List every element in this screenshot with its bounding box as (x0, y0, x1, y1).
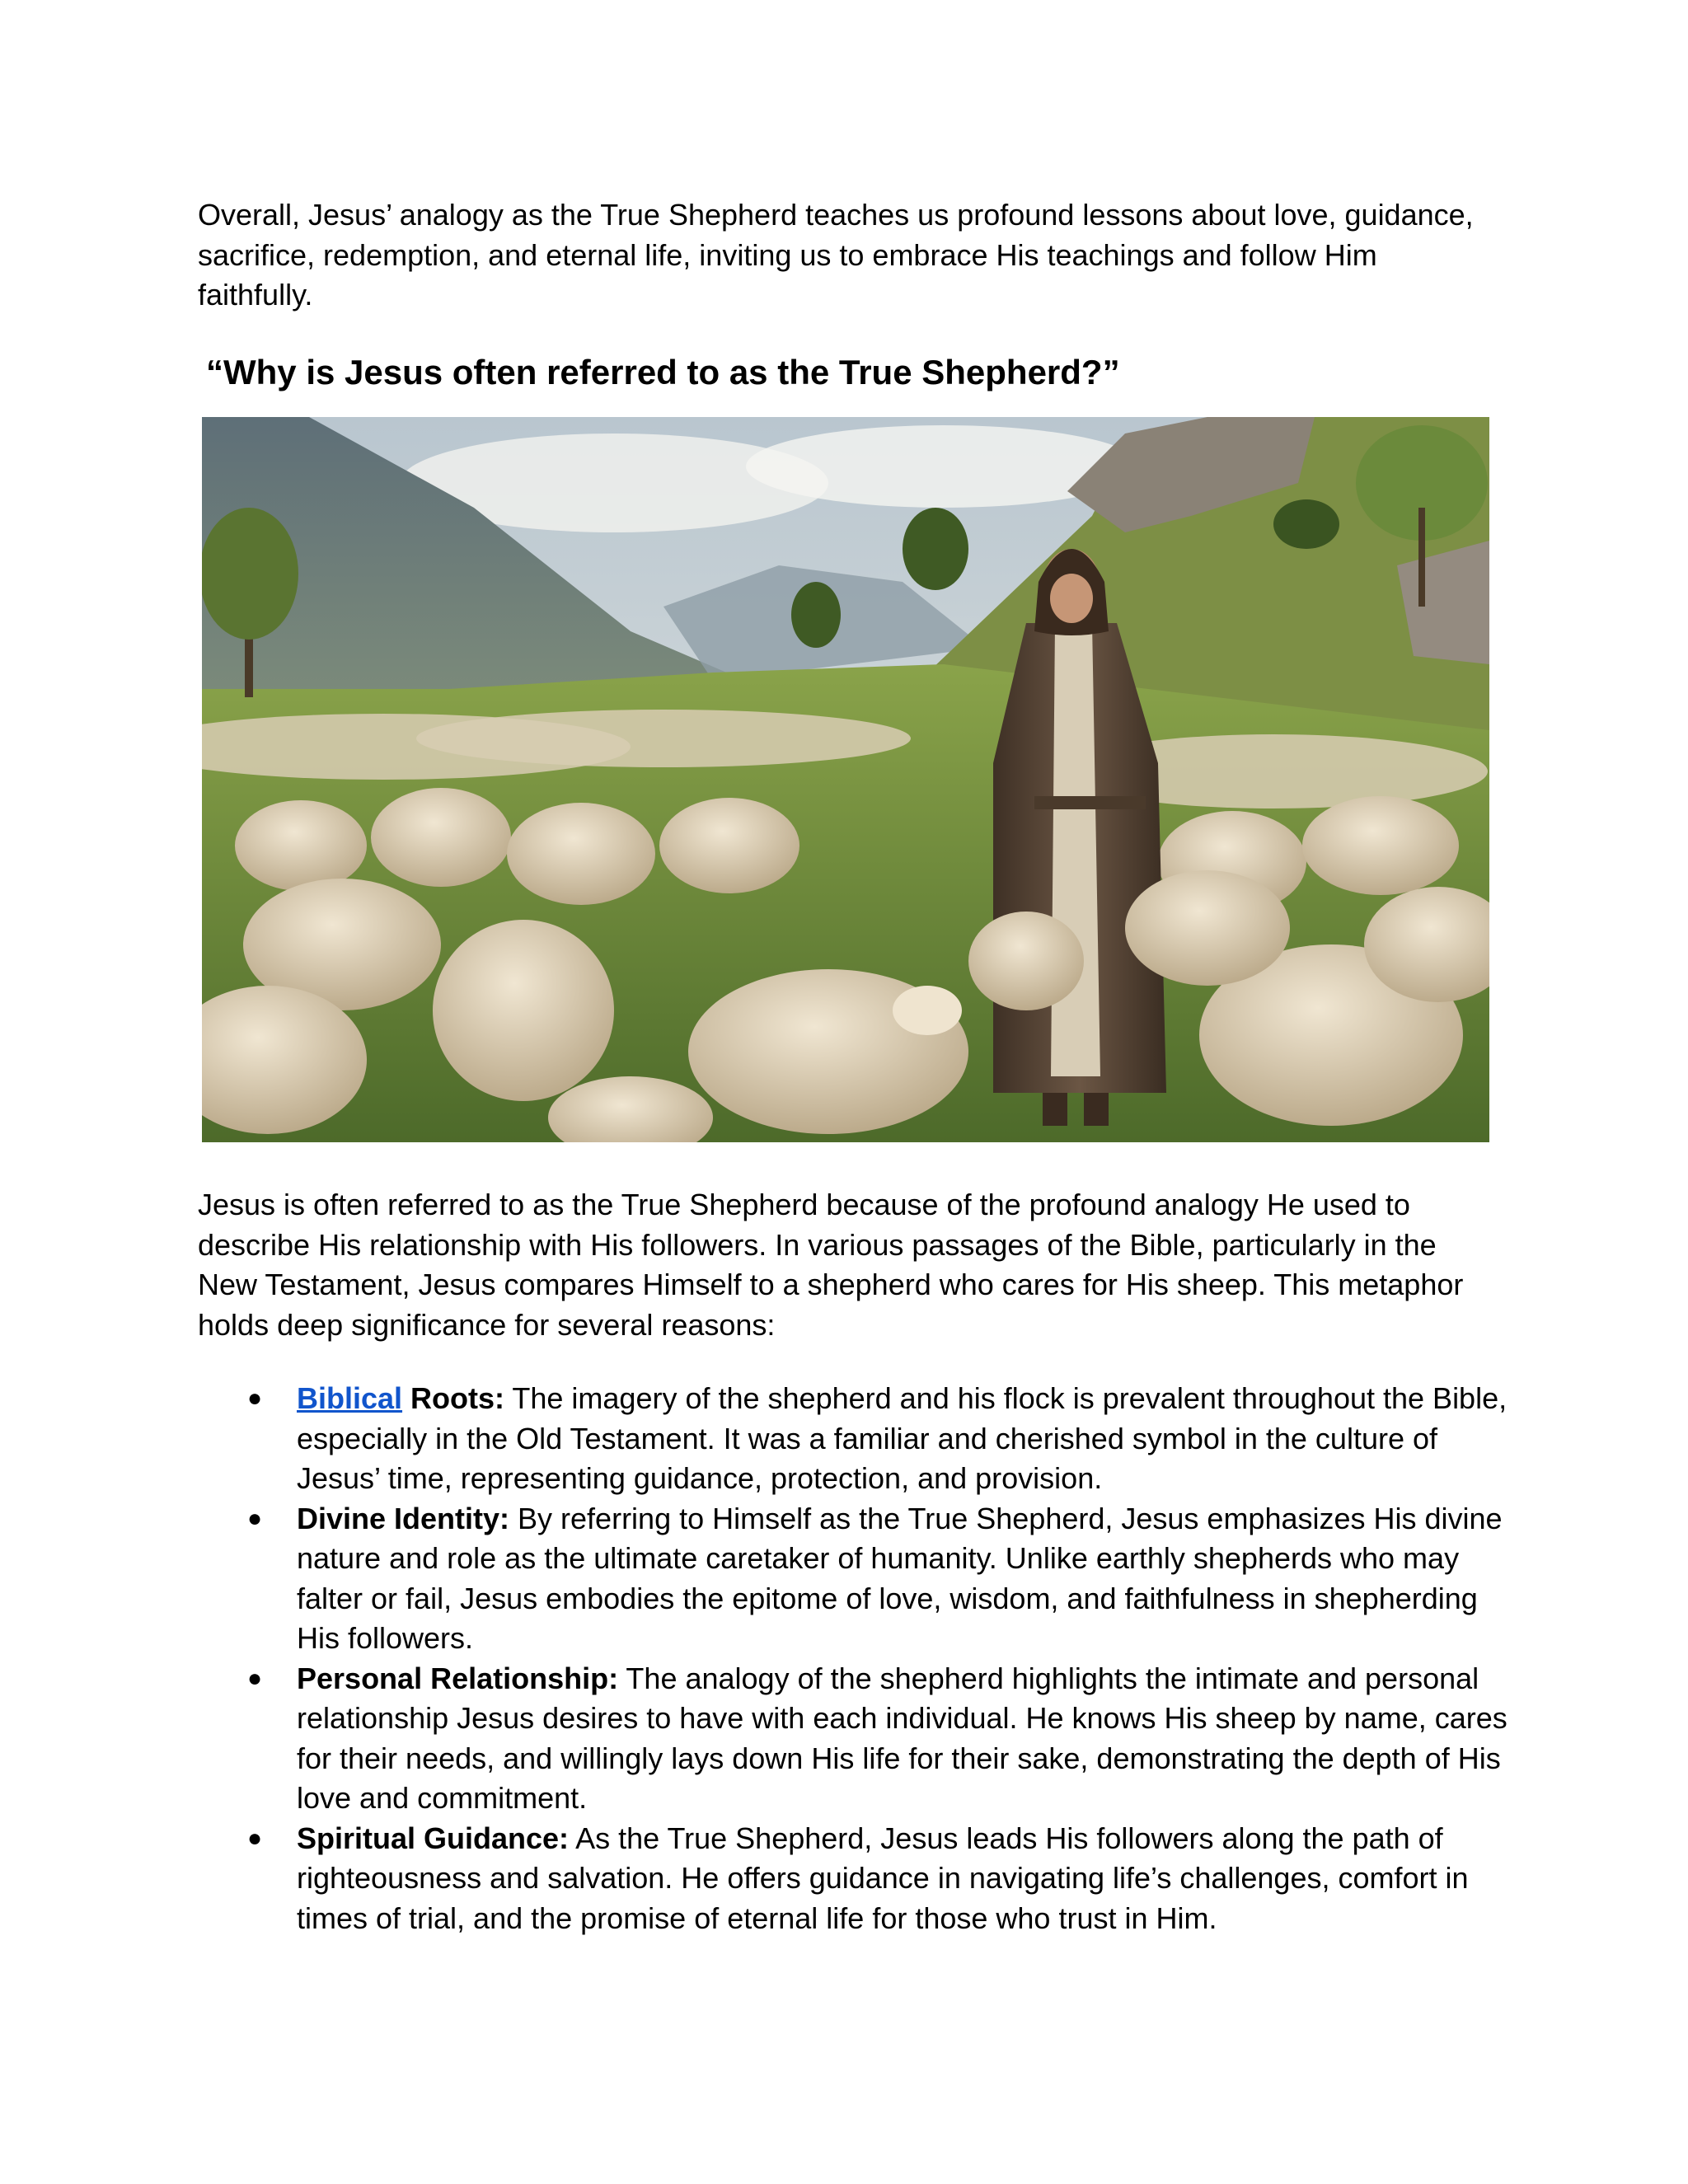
section-heading: “Why is Jesus often referred to as the True Shepherd?” (206, 353, 1120, 391)
bullet-title: Divine Identity: (297, 1501, 510, 1535)
bullet-icon: ● (247, 1385, 263, 1412)
bullet-text: The imagery of the shepherd and his flock is prevalent throughout the Bible, especially in the Old Testament. It was a familiar and cherished symbol in the culture of Jesus’ time, representing guidance, protection, and provision. (297, 1381, 1507, 1495)
bullet-title: Personal Relationship: (297, 1661, 619, 1695)
body-paragraph: Jesus is often referred to as the True Shepherd because of the profound analogy He used to describe His relationship with His followers. In various passages of the Bible, particularly in the New Testament, Jesus compares Himself to a shepherd who cares for His sheep. This metaphor holds deep significance for several reasons: (198, 1188, 1464, 1342)
list-item (198, 1379, 1517, 1499)
bullet-icon: ● (247, 1824, 263, 1852)
biblical-link[interactable]: Biblical (297, 1381, 403, 1415)
shepherd-illustration (202, 417, 1489, 1142)
bullet-text: As the True Shepherd, Jesus leads His followers along the path of righteousness and salvation. He offers guidance in navigating life’s challenges, comfort in times of trial, and the promise of eternal life for those who trust in Him. (297, 1821, 1469, 1935)
list-item (198, 1659, 1517, 1819)
list-item (198, 1819, 1517, 1939)
bullet-title: Roots: (402, 1381, 505, 1415)
list-item (198, 1499, 1517, 1659)
bullet-icon: ● (247, 1664, 263, 1692)
intro-paragraph: Overall, Jesus’ analogy as the True Shepherd teaches us profound lessons about love, guidance, sacrifice, redemption, and eternal life, inviting us to embrace His teachings and follow Him faithfully. (198, 198, 1474, 312)
bullet-title: Spiritual Guidance: (297, 1821, 570, 1855)
bullet-text: By referring to Himself as the True Shepherd, Jesus emphasizes His divine nature and role as the ultimate caretaker of humanity. Unlike earthly shepherds who may falter or fail, Jesus embodies the epitome of love, wisdom, and faithfulness in shepherding His followers. (297, 1501, 1503, 1655)
reasons-list (198, 1379, 1517, 1938)
bullet-text: The analogy of the shepherd highlights the intimate and personal relationship Jesus desires to have with each individual. He knows His sheep by name, cares for their needs, and willingly lays down His life for their sake, demonstrating the depth of His love and commitment. (297, 1661, 1507, 1815)
shepherd-with-flock-image (202, 417, 1489, 1142)
bullet-icon: ● (247, 1504, 263, 1532)
